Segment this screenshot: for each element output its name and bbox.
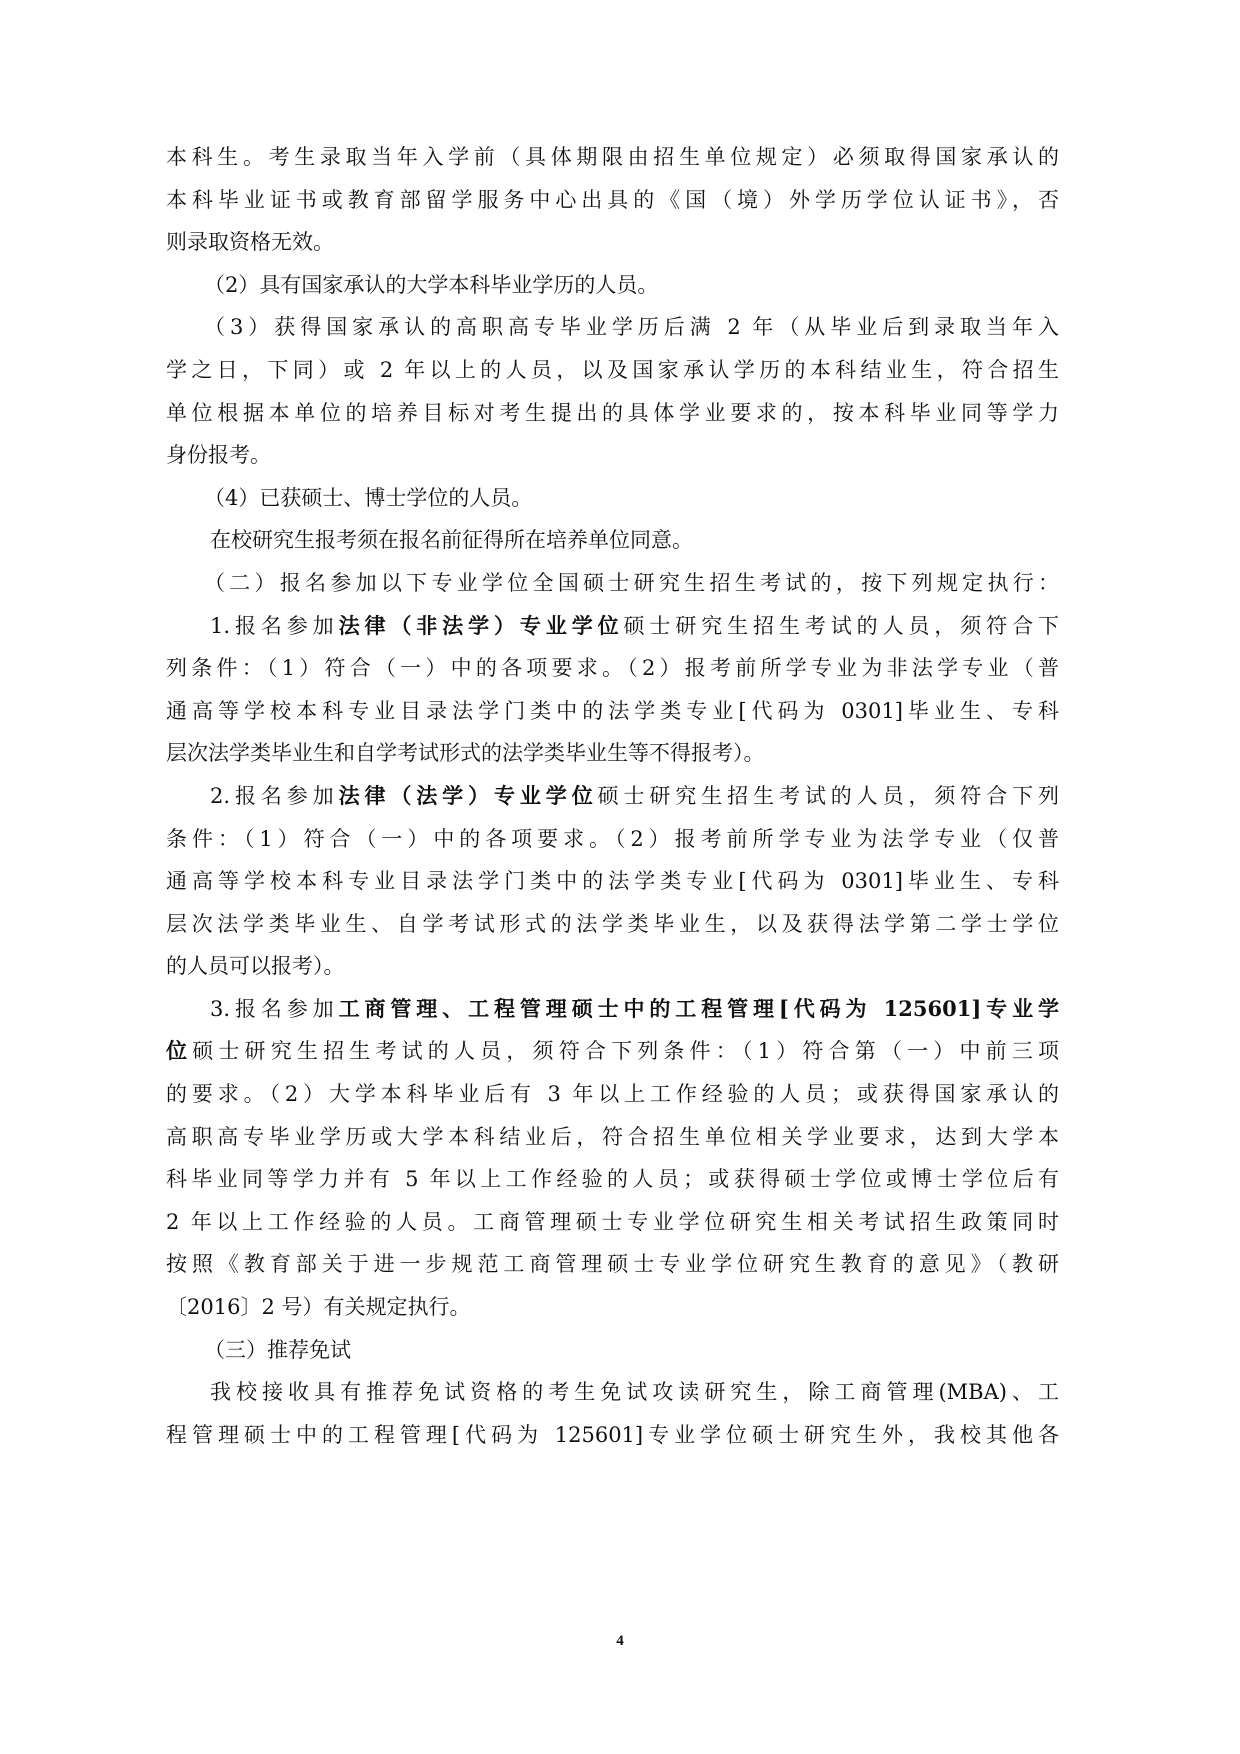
text-segment: 在校研究生报考须在报名前征得所在培养单位同意。 [210,528,693,553]
text-segment: 则录取资格无效。 [166,230,334,255]
text-segment: （4）已获硕士、博士学位的人员。 [204,485,533,510]
text-segment: 列条件：（1）符合（一）中的各项要求。（2）报考前所学专业为非法学专业（普 [166,656,1059,681]
text-line [166,732,1059,775]
text-line [166,775,1059,818]
text-line [166,264,1059,307]
text-segment: 程管理硕士中的工程管理[代码为 125601]专业学位硕士研究生外，我校其他各 [166,1422,1059,1447]
text-line [166,1286,1059,1329]
text-line [166,1158,1059,1201]
text-segment: 单位根据本单位的培养目标对考生提出的具体学业要求的，按本科毕业同等学力 [166,400,1059,425]
text-segment: 我校接收具有推荐免试资格的考生免试攻读研究生，除工商管理(MBA)、工 [210,1380,1059,1405]
text-segment: 硕士研究生招生考试的人员，须符合下 [623,613,1059,638]
text-line [166,1116,1059,1159]
text-line [166,903,1059,946]
text-line [166,818,1059,861]
text-segment: （3）获得国家承认的高职高专毕业学历后满 2 年（从毕业后到录取当年入 [204,315,1059,340]
text-line [166,1329,1059,1372]
text-segment: 层次法学类毕业生、自学考试形式的法学类毕业生，以及获得法学第二学士学位 [166,911,1059,936]
text-segment: 〔2016〕2 号）有关规定执行。 [166,1295,471,1320]
text-line [166,1414,1059,1457]
text-segment: 身份报考。 [166,443,271,468]
text-line [166,1030,1059,1073]
text-segment: （2）具有国家承认的大学本科毕业学历的人员。 [204,272,659,297]
document-body [166,136,1059,1456]
text-line [166,519,1059,562]
text-segment: （二）报名参加以下专业学位全国硕士研究生招生考试的，按下列规定执行： [204,570,1059,595]
text-segment: 3.报名参加 [210,996,339,1021]
text-line [166,1201,1059,1244]
text-segment: 通高等学校本科专业目录法学门类中的法学类专业[代码为 0301]毕业生、专科 [166,698,1059,723]
text-segment: 本科毕业证书或教育部留学服务中心出具的《国（境）外学历学位认证书》，否 [166,187,1059,212]
text-line [166,136,1059,179]
text-line [166,477,1059,520]
bold-text-segment: 位 [166,1038,193,1064]
text-segment: 2.报名参加 [210,783,339,808]
text-segment: 条件：（1）符合（一）中的各项要求。（2）报考前所学专业为法学专业（仅普 [166,826,1059,851]
text-segment: 层次法学类毕业生和自学考试形式的法学类毕业生等不得报考）。 [166,741,765,766]
text-segment: 本科生。考生录取当年入学前（具体期限由招生单位规定）必须取得国家承认的 [166,145,1059,169]
text-segment: 学之日，下同）或 2 年以上的人员，以及国家承认学历的本科结业生，符合招生 [166,357,1059,382]
text-line [166,1073,1059,1116]
text-line [166,1243,1059,1286]
text-line [166,221,1059,264]
text-segment: 高职高专毕业学历或大学本科结业后，符合招生单位相关学业要求，达到大学本 [166,1124,1059,1149]
text-line [166,860,1059,903]
text-line [166,988,1059,1031]
text-line [166,306,1059,349]
text-segment: 科毕业同等学力并有 5 年以上工作经验的人员；或获得硕士学位或博士学位后有 [166,1167,1059,1192]
text-segment: 硕士研究生招生考试的人员，须符合下列条件：（1）符合第（一）中前三项 [192,1039,1060,1064]
text-segment: 硕士研究生招生考试的人员，须符合下列 [597,783,1060,808]
text-segment: 的人员可以报考）。 [166,954,345,979]
text-segment: 按照《教育部关于进一步规范工商管理硕士专业学位研究生教育的意见》（教研 [166,1252,1059,1277]
text-line [166,605,1059,648]
bold-text-segment: 法律（法学）专业学位 [338,782,598,808]
text-segment: 2 年以上工作经验的人员。工商管理硕士专业学位研究生相关考试招生政策同时 [166,1209,1059,1234]
text-line [166,1371,1059,1414]
text-line [166,647,1059,690]
text-line [166,945,1059,988]
text-segment: 的要求。（2）大学本科毕业后有 3 年以上工作经验的人员；或获得国家承认的 [166,1082,1059,1107]
text-segment: 1.报名参加 [210,613,339,638]
bold-text-segment: 法律（非法学）专业学位 [338,612,624,638]
text-line [166,690,1059,733]
text-segment: （三）推荐免试 [204,1337,351,1362]
page-number: 4 [616,1633,624,1649]
text-line [166,562,1059,605]
text-segment: 通高等学校本科专业目录法学门类中的法学类专业[代码为 0301]毕业生、专科 [166,869,1059,894]
text-line [166,434,1059,477]
text-line [166,392,1059,435]
text-line [166,179,1059,222]
text-line [166,349,1059,392]
bold-text-segment: 工商管理、工程管理硕士中的工程管理[代码为 125601]专业学 [338,995,1059,1021]
